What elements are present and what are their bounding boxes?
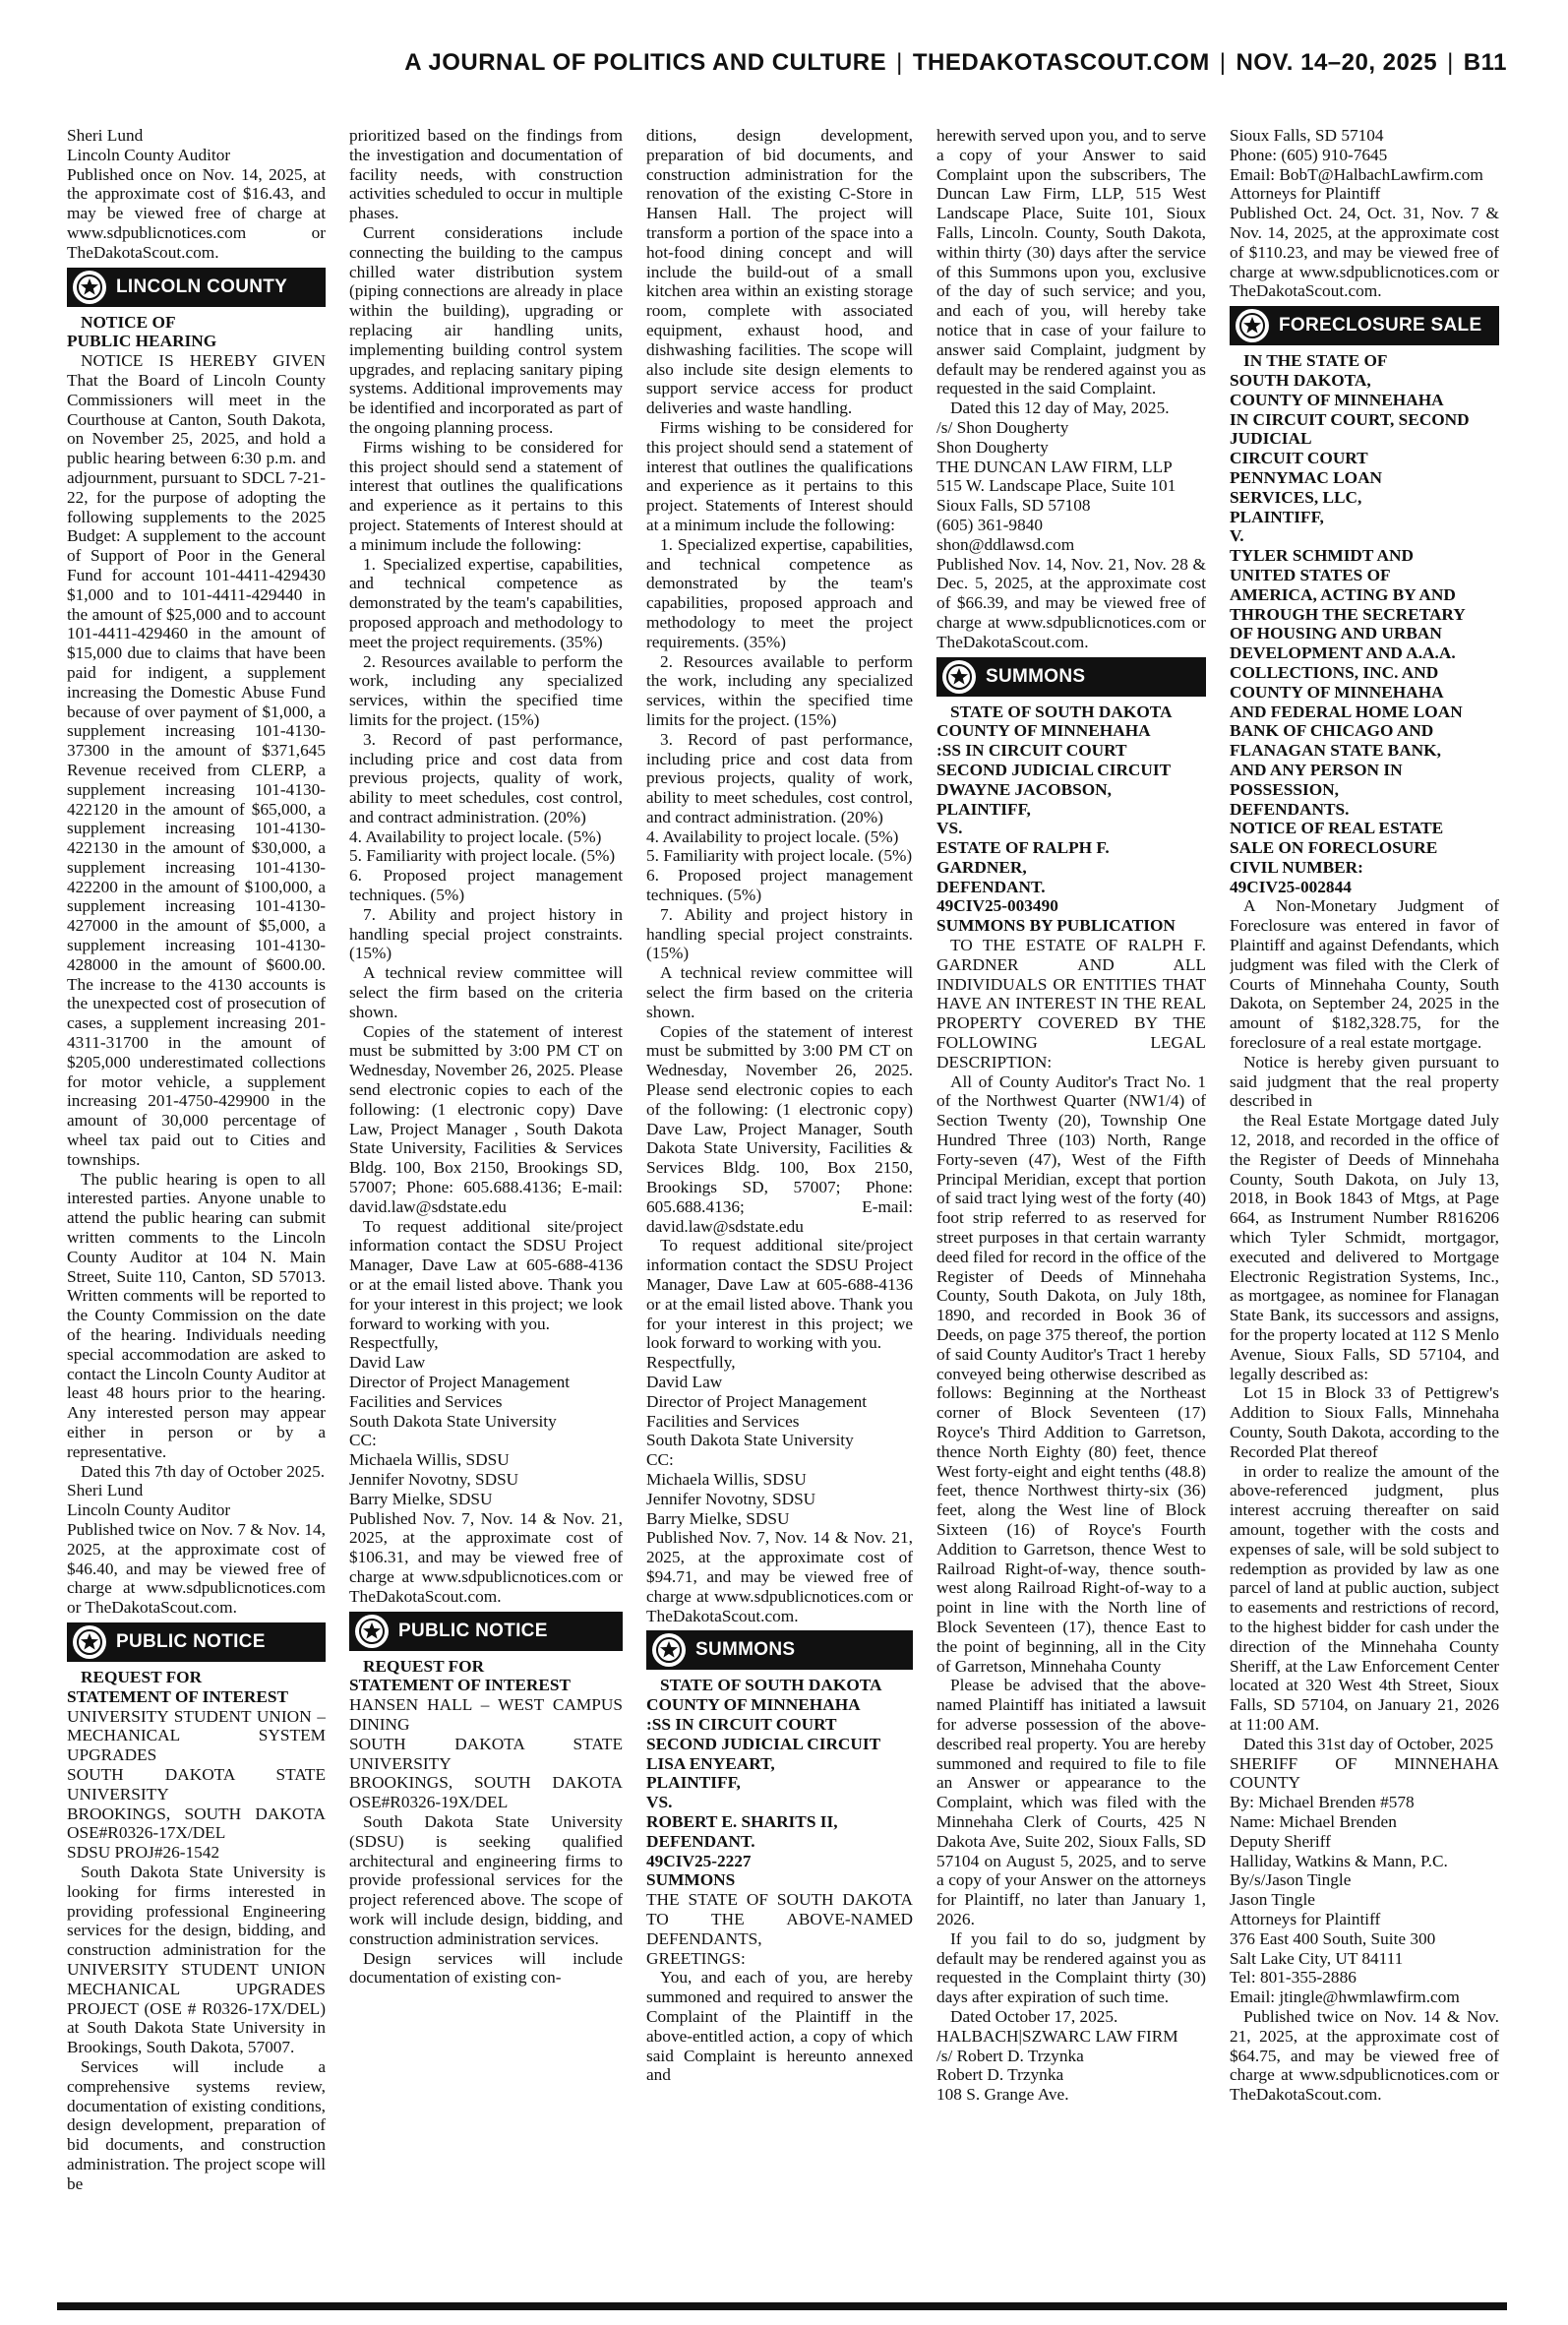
paragraph: SOUTH DAKOTA STATE UNIVERSITY	[349, 1734, 623, 1773]
paragraph: Dated this 12 day of May, 2025.	[950, 398, 1170, 418]
paragraph: 7. Ability and project history in handling special project constraints. (15%)	[646, 904, 913, 963]
notice-body	[1230, 126, 1499, 301]
paragraph: You, and each of you, are hereby summoned and required to answer the Complaint of the Plaintiff in the above-entitled action, a copy of which said Complaint is hereunto annexed and	[646, 1968, 913, 2085]
paragraph: SDSU PROJ#26-1542	[67, 1843, 220, 1863]
paragraph: Director of Project Management	[349, 1373, 571, 1391]
paragraph: Notice is hereby given pursuant to said judgment that the real property described in	[1230, 1052, 1499, 1111]
paragraph: Jennifer Novotny, SDSU	[646, 1489, 816, 1508]
masthead-separator: |	[1219, 49, 1227, 76]
scout-logo-icon	[652, 1633, 686, 1667]
paragraph: in order to realize the amount of the above-referenced judgment, plus interest accruing thereafter on said amount, together with the costs and expenses of sale, will be sold subject to redemption as provided by law as one parcel of land at public auction, subject to easements and restrictions of record, to the highest bidder for cash under the direction of the Minnehaha County Sheriff, at the Law Enforcement Center located at 320 West 4th Street, Sioux Falls, SD 57104, on January 21, 2026 at 11:00 AM.	[1230, 1461, 1499, 1734]
paragraph: 6. Proposed project management techniques. (5%)	[349, 866, 623, 905]
notice-body	[1230, 896, 1499, 2104]
notice-title: NOTICE OF PUBLIC HEARING	[67, 312, 217, 351]
paragraph: If you fail to do so, judgment by default may be rendered against you as requested in the Complaint thirty (30) days after expiration of such time.	[936, 1928, 1206, 2007]
paragraph: Name: Michael Brenden	[1230, 1811, 1397, 1831]
paragraph: Published once on Nov. 14, 2025, at the approximate cost of $16.43, and may be viewed free of charge at www.sdpublicnotices.com or TheDakotaScout.com.	[67, 164, 326, 262]
section-header-label: SUMMONS	[986, 665, 1086, 687]
masthead-separator: |	[1447, 49, 1454, 76]
paragraph: (605) 361-9840	[936, 515, 1043, 534]
paragraph: Barry Mielke, SDSU	[349, 1489, 493, 1508]
section-header-lincoln-county	[67, 268, 326, 307]
paragraph: the Real Estate Mortgage dated July 12, 2018, and recorded in the office of the Register of Deeds of Minnehaha County, South Dakota, on July 13, 2018, in Book 1843 of Mtgs, at Page 664, as Instrument Number R816206 which Tyler Schmidt, mortgagor, executed and delivered to Mortgage Electronic Registration Systems, Inc., as mortgagee, as nominee for Flanagan State Bank, its successors and assigns, for the property located at 112 S Menlo Avenue, Sioux Falls, SD 57104, and legally described as:	[1230, 1111, 1499, 1383]
paragraph: UNIVERSITY STUDENT UNION – MECHANICAL SYSTEM UPGRADES	[67, 1706, 326, 1765]
notice-title: REQUEST FOR STATEMENT OF INTEREST	[349, 1656, 572, 1695]
notice-title: REQUEST FOR STATEMENT OF INTEREST	[67, 1667, 289, 1706]
notice-signature	[67, 1481, 326, 1618]
notice-title: STATE OF SOUTH DAKOTA COUNTY OF MINNEHAHA :SS IN CIRCUIT COURT SECOND JUDICIAL CIRCUIT LISA ENYEART, PLAINTIFF, VS. ROBERT E. SHARITS II, DEFENDANT. 49CIV25-2227 SUMMONS	[646, 1676, 882, 1890]
section-header-public-notice	[67, 1622, 326, 1662]
paragraph: Copies of the statement of interest must be submitted by 3:00 PM CT on Wednesday, November 26, 2025. Please send electronic copies to each of the following: (1 electronic copy) Dave Law, Project Manager , South Dakota State University, Facilities & Services Bldg. 100, Box 2150, Brookings SD, 57007; Phone: 605.688.4136; E-mail: david.law@sdstate.edu	[349, 1021, 623, 1216]
section-header-summons	[646, 1630, 913, 1670]
paragraph: GREETINGS:	[646, 1948, 746, 1968]
paragraph: Published Nov. 14, Nov. 21, Nov. 28 & Dec. 5, 2025, at the approximate cost of $66.39, and may be viewed free of charge at www.sdpublicnotices.com or TheDakotaScout.com.	[936, 554, 1206, 651]
paragraph: Sheri Lund	[67, 126, 144, 145]
section-header-foreclosure-sale	[1230, 306, 1499, 345]
paragraph: 5. Familiarity with project locale. (5%)	[349, 846, 616, 866]
section-header-label: PUBLIC NOTICE	[116, 1631, 266, 1653]
paragraph: Facilities and Services	[349, 1391, 503, 1411]
paragraph: Shon Dougherty	[936, 437, 1049, 457]
paragraph: To request additional site/project information contact the SDSU Project Manager, Dave Law at 605-688-4136 or at the email listed above. Thank you for your interest in this project; we look forward to working with you.	[646, 1236, 913, 1353]
paragraph: 4. Availability to project locale. (5%)	[349, 826, 602, 846]
column-3	[646, 126, 913, 2291]
paragraph: 7. Ability and project history in handling special project constraints. (15%)	[349, 904, 623, 963]
paragraph: THE STATE OF SOUTH DAKOTA TO THE ABOVE-NAMED DEFENDANTS,	[646, 1890, 913, 1948]
paragraph: HALBACH|SZWARC LAW FIRM	[936, 2026, 1178, 2046]
paragraph: 1. Specialized expertise, capabilities, and technical competence as demonstrated by the team's capabilities, proposed approach and methodology to meet the project requirements. (35%)	[349, 554, 623, 651]
paragraph: South Dakota State University (SDSU) is seeking qualified architectural and engineering firms to provide professional services for the project referenced above. The scope of work will include design, bidding, and construction administration services.	[349, 1811, 623, 1948]
paragraph: prioritized based on the findings from the investigation and documentation of facility needs, with construction activities scheduled to occur in multiple phases.	[349, 126, 623, 223]
paragraph: David Law	[646, 1373, 723, 1391]
notice-top	[67, 126, 326, 263]
notice-body	[936, 126, 1206, 652]
paragraph: Barry Mielke, SDSU	[646, 1508, 790, 1528]
paragraph: CC:	[349, 1431, 377, 1450]
paragraph: Published Nov. 7, Nov. 14 & Nov. 21, 2025, at the approximate cost of $94.71, and may be viewed free of charge at www.sdpublicnotices.com or TheDakotaScout.com.	[646, 1528, 913, 1625]
paragraph: Michaela Willis, SDSU	[646, 1469, 807, 1489]
paragraph: Tel: 801-355-2886	[1230, 1968, 1357, 1988]
paragraph: Services will include a comprehensive systems review, documentation of existing conditions, design development, preparation of bid documents, and construction administration. The project scope will be	[67, 2056, 326, 2193]
paragraph: Jason Tingle	[1230, 1890, 1315, 1910]
paragraph: Email: jtingle@hwmlawfirm.com	[1230, 1988, 1460, 2007]
paragraph: Lot 15 in Block 33 of Pettigrew's Addition to Sioux Falls, Minnehaha County, South Dakota, according to the Recorded Plat thereof	[1230, 1383, 1499, 1461]
scout-logo-icon	[355, 1615, 389, 1648]
paragraph: Published Nov. 7, Nov. 14 & Nov. 21, 2025, at the approximate cost of $106.31, and may be viewed free of charge at www.sdpublicnotices.com or TheDakotaScout.com.	[349, 1508, 623, 1606]
paragraph: By/s/Jason Tingle	[1230, 1870, 1352, 1890]
notice-body	[936, 936, 1206, 2105]
paragraph: SOUTH DAKOTA STATE UNIVERSITY	[67, 1764, 326, 1804]
paragraph: Respectfully,	[349, 1333, 439, 1353]
paragraph: 3. Record of past performance, including price and cost data from previous projects, quality of work, ability to meet schedules, cost control, and contract administration. (20%)	[349, 729, 623, 826]
paragraph: By: Michael Brenden #578	[1230, 1793, 1415, 1812]
bottom-rule	[57, 2302, 1507, 2310]
masthead	[0, 49, 1507, 77]
site-name: THEDAKOTASCOUT.COM	[912, 49, 1210, 76]
paragraph: 515 W. Landscape Place, Suite 101	[936, 476, 1176, 496]
paragraph: 108 S. Grange Ave.	[936, 2085, 1069, 2105]
paragraph: BROOKINGS, SOUTH DAKOTA OSE#R0326-17X/DEL	[67, 1804, 326, 1843]
paragraph: 4. Availability to project locale. (5%)	[646, 826, 899, 846]
paragraph: Lincoln County Auditor	[67, 1500, 231, 1520]
notice-body	[646, 126, 913, 1625]
journal-name: A JOURNAL OF POLITICS AND CULTURE	[404, 49, 887, 76]
column-2	[349, 126, 623, 2291]
paragraph: South Dakota State University is looking for firms interested in providing professional Engineering services for the design, bidding, and construction administration for the UNIVERSITY STUDENT UNION MECHANICAL UPGRADES PROJECT (OSE # R0326-17X/DEL) at South Dakota State University in Brookings, South Dakota, 57007.	[67, 1862, 326, 2057]
paragraph: Lincoln County Auditor	[67, 145, 231, 164]
column-4	[936, 126, 1206, 2291]
paragraph: Dated October 17, 2025.	[950, 2006, 1118, 2026]
paragraph: SHERIFF OF MINNEHAHA COUNTY	[1230, 1753, 1499, 1793]
paragraph: All of County Auditor's Tract No. 1 of the Northwest Quarter (NW1/4) of Section Twenty (20), Township One Hundred Three (103) North, Range Forty-seven (47), West of the Fifth Principal Meridian, except that portion of said tract lying west of the forty (40) foot strip referred to as reserved for street purposes in that certain warranty deed filed for record in the office of the Register of Deeds of Minnehaha County, South Dakota, on July 18th, 1890, and recorded in Book 36 of Deeds, on page 375 thereof, the portion of said County Auditor's Tract 1 hereby conveyed being otherwise described as follows: Beginning at the Northeast corner of Block Seventeen (17) Royce's Third Addition to Garretson, thence North Eighty (80) feet, thence West forty-eight and eight tenths (48.8) feet, thence Northwest thirty-six (36) feet, along the West line of Block Sixteen (16) of Royce's Fourth Addition to Garretson, thence West to Railroad Right-of-way, thence south-west along Railroad Right-of-way to a point in line with the North line of Block Seventeen (17), thence East to the point of beginning, all in the City of Garretson, Minnehaha County	[936, 1071, 1206, 1676]
paragraph: The public hearing is open to all interested parties. Anyone unable to attend the public hearing can submit written comments to the Lincoln County Auditor at 104 N. Main Street, Suite 110, Canton, SD 57013. Written comments will be reported to the County Commission on the date of the hearing. Individuals needing special accommodation are asked to contact the Lincoln County Auditor at least 48 hours prior to the hearing. Any interested person may appear either in person or by a representative.	[67, 1169, 326, 1461]
paragraph: NOTICE IS HEREBY GIVEN That the Board of Lincoln County Commissioners will meet in the Courthouse at Canton, South Dakota, on November 25, 2025, and hold a public hearing between 6:30 p.m. and adjournment, pursuant to SDCL 7-21-22, for the purpose of adopting the following supplements to the 2025 Budget: A supplement to the account of Support of Poor in the General Fund for account 101-4411-429430 $1,000 and to 101-4411-429440 in the amount of $25,000 and to account 101-4411-429460 in the amount of $15,000 due to claims that have been paid for indigent, a supplement increasing the Domestic Abuse Fund because of over payment of $1,000, a supplement increasing 101-4130-37300 in the amount of $371,645 Revenue received from CLERP, a supplement increasing 101-4130-422120 in the amount of $65,000, a supplement increasing 101-4130-422130 in the amount of $30,000, a supplement increasing 101-4130-422200 in the amount of $100,000, a supplement increasing 101-4130-427000 in the amount of $5,000, a supplement increasing 101-4130-428000 in the amount of $600.00. The increase to the 4130 accounts is the unexpected cost of prosecution of cases, a supplement increasing 201-4311-31700 in the amount of $205,000 underestimated collections for motor vehicle, a supplement increasing 201-4750-429900 in the amount of 30,000 percentage of wheel tax paid out to Cities and townships.	[67, 351, 326, 1169]
masthead-separator: |	[896, 49, 903, 76]
paragraph: South Dakota State University	[349, 1411, 557, 1431]
paragraph: Jennifer Novotny, SDSU	[349, 1469, 519, 1489]
paragraph: /s/ Robert D. Trzynka	[936, 2046, 1084, 2065]
scout-logo-icon	[1236, 309, 1269, 342]
paragraph: Firms wishing to be considered for this project should send a statement of interest that outlines the qualifications and experience as it pertains to this project. Statements of Interest should at a minimum include the following:	[349, 437, 623, 554]
paragraph: 5. Familiarity with project locale. (5%)	[646, 846, 913, 866]
paragraph: A Non-Monetary Judgment of Foreclosure was entered in favor of Plaintiff and against Defendants, which judgment was filed with the Clerk of Courts of Minnehaha County, South Dakota, on September 24, 2025 in the amount of $182,328.75, for the foreclosure of a real estate mortgage.	[1230, 896, 1499, 1053]
paragraph: Robert D. Trzynka	[936, 2065, 1064, 2085]
notice-title: IN THE STATE OF SOUTH DAKOTA, COUNTY OF MINNEHAHA IN CIRCUIT COURT, SECOND JUDICIAL CIRCUIT COURT PENNYMAC LOAN SERVICES, LLC, PLAINTIFF, V. TYLER SCHMIDT AND UNITED STATES OF AMERICA, ACTING BY AND THROUGH THE SECRETARY OF HOUSING AND URBAN DEVELOPMENT AND A.A.A. COLLECTIONS, INC. AND COUNTY OF MINNEHAHA AND FEDERAL HOME LOAN BANK OF CHICAGO AND FLANAGAN STATE BANK, AND ANY PERSON IN POSSESSION, DEFENDANTS. NOTICE OF REAL ESTATE SALE ON FORECLOSURE CIVIL NUMBER: 49CIV25-002844	[1230, 351, 1470, 896]
paragraph: Phone: (605) 910-7645	[1230, 145, 1388, 164]
paragraph: To request additional site/project information contact the SDSU Project Manager, Dave Law at 605-688-4136 or at the email listed above. Thank you for your interest in this project; we look forward to working with you.	[349, 1216, 623, 1333]
scout-logo-icon	[73, 271, 106, 304]
page-number: B11	[1463, 49, 1507, 76]
paragraph: Dated this 31st day of October, 2025	[1243, 1734, 1494, 1753]
paragraph: THE DUNCAN LAW FIRM, LLP	[936, 457, 1173, 476]
notice-body	[646, 1890, 913, 2085]
paragraph: Published Oct. 24, Oct. 31, Nov. 7 & Nov. 14, 2025, at the approximate cost of $110.23, and may be viewed free of charge at www.sdpublicnotices.com or TheDakotaScout.com.	[1230, 204, 1499, 301]
paragraph: 2. Resources available to perform the work, including any specialized services, within the specified time limits for the project. (15%)	[646, 651, 913, 729]
paragraph: 376 East 400 South, Suite 300	[1230, 1928, 1436, 1948]
paragraph: 1. Specialized expertise, capabilities, and technical competence as demonstrated by the team's capabilities, proposed approach and methodology to meet the project requirements. (35%)	[646, 534, 913, 651]
paragraph: Attorneys for Plaintiff	[1230, 184, 1381, 204]
paragraph: shon@ddlawsd.com	[936, 534, 1075, 554]
paragraph: A technical review committee will select the firm based on the criteria shown.	[349, 963, 623, 1021]
scout-logo-icon	[73, 1625, 106, 1659]
paragraph: Facilities and Services	[646, 1411, 800, 1431]
section-header-label: LINCOLN COUNTY	[116, 275, 288, 297]
paragraph: Design services will include documentation of existing con-	[349, 1948, 623, 1988]
section-header-label: PUBLIC NOTICE	[398, 1620, 548, 1641]
paragraph: Deputy Sheriff	[1230, 1831, 1331, 1851]
notice-body	[349, 1695, 623, 1988]
paragraph: Dated this 7th day of October 2025.	[81, 1461, 326, 1481]
notice-title: STATE OF SOUTH DAKOTA COUNTY OF MINNEHAHA :SS IN CIRCUIT COURT SECOND JUDICIAL CIRCUIT DWAYNE JACOBSON, PLAINTIFF, VS. ESTATE OF RALPH F. GARDNER, DEFENDANT. 49CIV25-003490 SUMMONS BY PUBLICATION	[936, 702, 1176, 936]
paragraph: 6. Proposed project management techniques. (5%)	[646, 866, 913, 905]
paragraph: Please be advised that the above-named Plaintiff has initiated a lawsuit for adverse possession of the above-described real property. You are hereby summoned and required to file to file an Answer or appearance to the Complaint, which was filed with the Minnehaha Clerk of Courts, 425 N Dakota Ave, Suite 202, Sioux Falls, SD 57104 on August 5, 2025, and to serve a copy of your Answer on the attorneys for Plaintiff, no later than January 1, 2026.	[936, 1676, 1206, 1928]
paragraph: Email: BobT@HalbachLawfirm.com	[1230, 164, 1483, 184]
paragraph: TO THE ESTATE OF RALPH F. GARDNER AND ALL INDIVIDUALS OR ENTITIES THAT HAVE AN INTEREST IN THE REAL PROPERTY COVERED BY THE FOLLOWING LEGAL DESCRIPTION:	[936, 936, 1206, 1071]
paragraph: A technical review committee will select the firm based on the criteria shown.	[646, 963, 913, 1021]
paragraph: 2. Resources available to perform the work, including any specialized services, within the specified time limits for the project. (15%)	[349, 651, 623, 729]
scout-logo-icon	[942, 660, 976, 694]
paragraph: Sioux Falls, SD 57104	[1230, 126, 1384, 145]
paragraph: herewith served upon you, and to serve a copy of your Answer to said Complaint upon the subscribers, The Duncan Law Firm, LLP, 515 West Landscape Place, Suite 101, Sioux Falls, Lincoln. County, South Dakota, within thirty (30) days after the service of this Summons upon you, exclusive of the day of such service; and you, and each of you, will hereby take notice that in case of your failure to answer said Complaint, judgment by default may be rendered against you as requested in the said Complaint.	[936, 126, 1206, 398]
section-header-summons	[936, 657, 1206, 697]
notice-body	[67, 351, 326, 1481]
paragraph: Published twice on Nov. 14 & Nov. 21, 2025, at the approximate cost of $64.75, and may be viewed free of charge at www.sdpublicnotices.com or TheDakotaScout.com.	[1230, 2006, 1499, 2105]
paragraph: CC:	[646, 1450, 674, 1470]
section-header-label: FORECLOSURE SALE	[1279, 315, 1482, 337]
column-5	[1230, 126, 1499, 2291]
notice-body	[349, 126, 623, 1607]
paragraph: ditions, design development, preparation of bid documents, and construction administration for the renovation of the existing C-Store in Hansen Hall. The project will transform a portion of the space into a hot-food dining concept and will include the build-out of a small kitchen area within an existing storage room, complete with associated equipment, exhaust hood, and dishwashing facilities. The scope will also include site design elements to support service access for product deliveries and waste handling.	[646, 126, 913, 418]
paragraph: Firms wishing to be considered for this project should send a statement of interest that outlines the qualifications and experience as it pertains to this project. Statements of Interest should at a minimum include the following:	[646, 417, 913, 534]
paragraph: Halliday, Watkins & Mann, P.C.	[1230, 1851, 1448, 1870]
paragraph: Current considerations include connecting the building to the campus chilled water distribution system (piping connections are already in place within the building), upgrading or replacing air handling units, implementing building control system upgrades, and replacing sanitary piping systems. Additional improvements may be identified and incorporated as part of the ongoing planning process.	[349, 222, 623, 437]
issue-date: NOV. 14–20, 2025	[1236, 49, 1438, 76]
paragraph: Respectfully,	[646, 1353, 736, 1373]
paragraph: Copies of the statement of interest must be submitted by 3:00 PM CT on Wednesday, November 26, 2025. Please send electronic copies to each of the following: (1 electronic copy) Dave Law, Project Manager, South Dakota State University, Facilities & Services Bldg. 100, Box 2150, Brookings SD, 57007; Phone: 605.688.4136; E-mail: david.law@sdstate.edu	[646, 1021, 913, 1236]
paragraph: Salt Lake City, UT 84111	[1230, 1948, 1404, 1968]
paragraph: Sioux Falls, SD 57108	[936, 496, 1091, 516]
paragraph: Attorneys for Plaintiff	[1230, 1909, 1381, 1928]
paragraph: 3. Record of past performance, including price and cost data from previous projects, quality of work, ability to meet schedules, cost control, and contract administration. (20%)	[646, 729, 913, 826]
paragraph: Michaela Willis, SDSU	[349, 1450, 510, 1470]
section-header-public-notice	[349, 1612, 623, 1651]
paragraph: Sheri Lund	[67, 1481, 144, 1500]
paragraph: Published twice on Nov. 7 & Nov. 14, 2025, at the approximate cost of $46.40, and may be viewed free of charge at www.sdpublicnotices.com or TheDakotaScout.com.	[67, 1519, 326, 1618]
paragraph: HANSEN HALL – WEST CAMPUS DINING	[349, 1695, 623, 1734]
paragraph: Director of Project Management	[646, 1391, 868, 1411]
paragraph: David Law	[349, 1353, 426, 1373]
notice-body	[67, 1707, 326, 2194]
paragraph: /s/ Shon Dougherty	[936, 417, 1069, 437]
paragraph: South Dakota State University	[646, 1431, 854, 1450]
column-1	[67, 126, 326, 2291]
paragraph: BROOKINGS, SOUTH DAKOTA OSE#R0326-19X/DEL	[349, 1773, 623, 1812]
section-header-label: SUMMONS	[695, 1639, 796, 1661]
